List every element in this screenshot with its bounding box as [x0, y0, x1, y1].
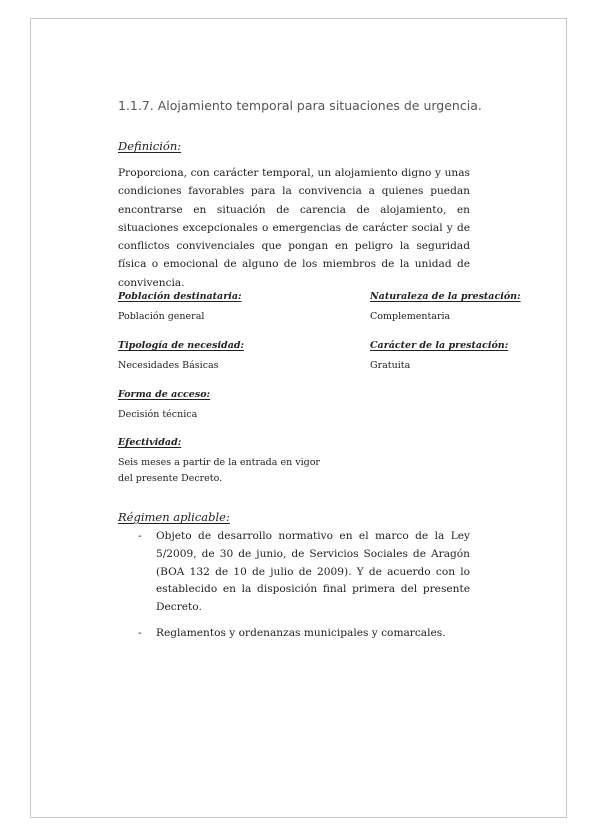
list-item — [118, 625, 470, 643]
tipologia-value: Necesidades Básicas — [118, 360, 219, 371]
poblacion-label: Población destinataria: — [118, 291, 242, 302]
list-item-text: Objeto de desarrollo normativo en el marco de la Ley 5/2009, de 30 de junio, de Servicios Sociales de Aragón (BOA 132 de 10 de julio de 2009). Y de acuerdo con lo establecido en la disposición final primera del presente Decreto. — [156, 530, 470, 614]
naturaleza-value: Complementaria — [370, 311, 451, 322]
caracter-value: Gratuita — [370, 360, 411, 371]
regimen-list — [118, 528, 470, 651]
efectividad-value-line1: Seis meses a partir de la entrada en vigor — [118, 457, 320, 468]
page-frame — [30, 18, 567, 818]
list-item — [118, 528, 470, 617]
naturaleza-label: Naturaleza de la prestación: — [370, 291, 521, 302]
tipologia-label: Tipología de necesidad: — [118, 340, 244, 351]
definicion-heading: Definición: — [118, 139, 182, 153]
efectividad-value-line2: del presente Decreto. — [118, 473, 223, 484]
forma-acceso-label: Forma de acceso: — [118, 389, 211, 400]
list-item-text: Reglamentos y ordenanzas municipales y comarcales. — [156, 626, 446, 639]
section-title: 1.1.7. Alojamiento temporal para situaciones de urgencia. — [118, 98, 482, 113]
efectividad-label: Efectividad: — [118, 437, 182, 448]
definicion-text: Proporciona, con carácter temporal, un alojamiento digno y unas condiciones favorables para la convivencia a quienes puedan encontrarse en situación de carencia de alojamiento, en situaciones excepcionales o emergencias de carácter social y de conflictos convivenciales que pongan en peligro la seguridad física o emocional de alguno de los miembros de la unidad de convivencia. — [118, 167, 470, 289]
regimen-heading: Régimen aplicable: — [118, 510, 230, 524]
dash-bullet: - — [138, 626, 142, 639]
poblacion-value: Población general — [118, 311, 205, 322]
forma-acceso-value: Decisión técnica — [118, 409, 198, 420]
caracter-label: Carácter de la prestación: — [370, 340, 509, 351]
dash-bullet: - — [138, 530, 142, 542]
